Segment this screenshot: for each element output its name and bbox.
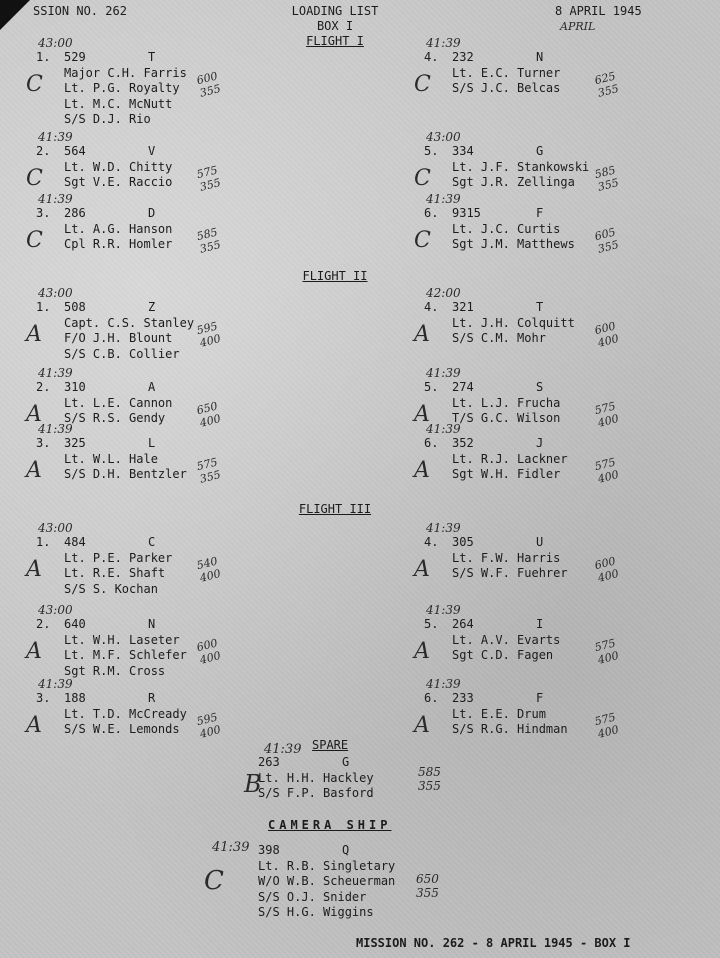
aircraft-entry: [424, 206, 575, 253]
aircraft-number: 321: [452, 300, 474, 314]
crew-member: Lt. L.J. Frucha: [452, 395, 561, 410]
handwritten-time: 42:00: [426, 286, 461, 300]
handwritten-time: 43:00: [38, 521, 73, 535]
footer-mission-line: MISSION NO. 262 - 8 APRIL 1945 - BOX I: [356, 936, 631, 950]
handwritten-figures: 575 400: [593, 455, 621, 486]
aircraft-letter: C: [148, 535, 156, 549]
position-number: 4.: [424, 300, 439, 314]
flight-2-label: FLIGHT II: [302, 269, 368, 283]
handwritten-letter: C: [26, 166, 43, 191]
spare-hand-letter: B: [244, 770, 262, 798]
camera-entry: [258, 843, 395, 921]
handwritten-figures: 605 355: [593, 225, 621, 256]
aircraft-entry: [424, 50, 560, 97]
crew-member: S/S D.J. Rio: [64, 112, 151, 127]
aircraft-entry: [36, 300, 194, 362]
box-label: BOX I: [316, 19, 354, 33]
handwritten-letter: C: [414, 166, 431, 191]
position-number: 3.: [36, 436, 51, 450]
aircraft-entry: [424, 535, 568, 582]
handwritten-time: 43:00: [38, 603, 73, 617]
aircraft-number: 325: [64, 436, 86, 450]
handwritten-time: 41:39: [426, 603, 461, 617]
crew-member: S/S J.C. Belcas: [452, 81, 561, 96]
handwritten-figures: 625 355: [593, 69, 621, 100]
handwritten-figures: 600 400: [593, 554, 621, 585]
handwritten-letter: A: [26, 458, 42, 483]
crew-member: Lt. J.C. Curtis: [452, 221, 561, 236]
aircraft-number: 9315: [452, 206, 481, 220]
aircraft-letter: L: [148, 436, 156, 450]
spare-aircraft: 263: [258, 755, 280, 769]
camera-crew-4: S/S H.G. Wiggins: [258, 905, 374, 920]
handwritten-time: 41:39: [426, 521, 461, 535]
crew-member: Lt. M.C. McNutt: [64, 96, 173, 111]
aircraft-entry: [424, 380, 560, 427]
crew-member: Lt. E.E. Drum: [452, 706, 546, 721]
handwritten-time: 43:00: [38, 36, 73, 50]
handwritten-figures: 585 355: [593, 163, 621, 194]
aircraft-number: 508: [64, 300, 86, 314]
aircraft-letter: R: [148, 691, 156, 705]
position-number: 2.: [36, 380, 51, 394]
crew-member: T/S G.C. Wilson: [452, 411, 561, 426]
crew-member: S/S W.F. Fuehrer: [452, 566, 568, 581]
handwritten-figures: 540 400: [195, 554, 223, 585]
handwritten-letter: A: [414, 713, 430, 738]
crew-member: S/S C.M. Mohr: [452, 331, 546, 346]
crew-member: Sgt J.R. Zellinga: [452, 175, 575, 190]
camera-ship-label: CAMERA SHIP: [268, 818, 392, 832]
handwritten-time: 41:39: [38, 422, 73, 436]
handwritten-letter: A: [26, 557, 42, 582]
camera-crew-2: W/O W.B. Scheuerman: [258, 874, 396, 889]
handwritten-figures: 600 400: [593, 319, 621, 350]
flight-3-label: FLIGHT III: [298, 502, 372, 516]
aircraft-number: 529: [64, 50, 86, 64]
camera-hand-letter: C: [204, 866, 224, 896]
spare-hand-time: 41:39: [264, 742, 302, 757]
crew-member: Lt. E.C. Turner: [452, 65, 561, 80]
crew-member: Lt. W.H. Laseter: [64, 632, 180, 647]
spare-label: SPARE: [312, 738, 349, 752]
handwritten-time: 41:39: [426, 422, 461, 436]
handwritten-figures: 575 355: [195, 163, 223, 194]
aircraft-number: 352: [452, 436, 474, 450]
flight-1-label: FLIGHT I: [306, 34, 364, 48]
crew-member: Lt. A.V. Evarts: [452, 632, 561, 647]
aircraft-entry: [36, 144, 172, 191]
mission-number: SSION NO. 262: [33, 4, 127, 18]
aircraft-entry: [36, 691, 187, 738]
handwritten-figures: 650 400: [195, 399, 223, 430]
crew-member: Lt. T.D. McCready: [64, 706, 187, 721]
camera-hand-time: 41:39: [212, 840, 250, 855]
aircraft-letter: F: [536, 206, 544, 220]
camera-crew-1: Lt. R.B. Singletary: [258, 858, 396, 873]
crew-member: S/S W.E. Lemonds: [64, 722, 180, 737]
spare-hand-figures: 585 355: [418, 765, 441, 793]
position-number: 1.: [36, 300, 51, 314]
aircraft-letter: F: [536, 691, 544, 705]
aircraft-number: 286: [64, 206, 86, 220]
handwritten-figures: 585 355: [195, 225, 223, 256]
position-number: 2.: [36, 144, 51, 158]
document-date: 8 APRIL 1945: [555, 4, 642, 18]
handwritten-figures: 600 355: [195, 69, 223, 100]
crew-member: F/O J.H. Blount: [64, 331, 173, 346]
aircraft-letter: J: [536, 436, 544, 450]
crew-member: S/S R.S. Gendy: [64, 411, 166, 426]
crew-member: S/S C.B. Collier: [64, 346, 180, 361]
aircraft-entry: [36, 50, 187, 128]
position-number: 6.: [424, 206, 439, 220]
crew-member: S/S R.G. Hindman: [452, 722, 568, 737]
aircraft-entry: [424, 436, 568, 483]
handwritten-figures: 595 400: [195, 710, 223, 741]
crew-member: Lt. P.E. Parker: [64, 550, 173, 565]
camera-hand-figures: 650 355: [416, 872, 439, 900]
aircraft-letter: A: [148, 380, 156, 394]
crew-member: Lt. M.F. Schlefer: [64, 648, 187, 663]
aircraft-entry: [424, 144, 589, 191]
crew-member: Lt. W.L. Hale: [64, 451, 158, 466]
crew-member: Lt. R.E. Shaft: [64, 566, 166, 581]
handwritten-time: 41:39: [426, 677, 461, 691]
crew-member: Lt. R.J. Lackner: [452, 451, 568, 466]
crew-member: Sgt W.H. Fidler: [452, 467, 561, 482]
aircraft-entry: [36, 206, 172, 253]
spare-crew-2: S/S F.P. Basford: [258, 786, 374, 801]
handwritten-letter: C: [26, 72, 43, 97]
handwritten-letter: A: [414, 322, 430, 347]
crew-member: Lt. F.W. Harris: [452, 550, 561, 565]
crew-member: Capt. C.S. Stanley: [64, 315, 195, 330]
aircraft-number: 640: [64, 617, 86, 631]
crew-member: Lt. P.G. Royalty: [64, 81, 180, 96]
aircraft-number: 484: [64, 535, 86, 549]
aircraft-number: 564: [64, 144, 86, 158]
camera-crew-3: S/S O.J. Snider: [258, 889, 367, 904]
crew-member: Sgt V.E. Raccio: [64, 175, 173, 190]
aircraft-letter: N: [536, 50, 544, 64]
camera-aircraft: 398: [258, 843, 280, 857]
handwritten-letter: A: [414, 458, 430, 483]
handwritten-letter: A: [26, 639, 42, 664]
crew-member: S/S D.H. Bentzler: [64, 467, 187, 482]
position-number: 1.: [36, 50, 51, 64]
aircraft-letter: T: [536, 300, 544, 314]
position-number: 2.: [36, 617, 51, 631]
handwritten-figures: 575 355: [195, 455, 223, 486]
aircraft-number: 233: [452, 691, 474, 705]
aircraft-number: 274: [452, 380, 474, 394]
crew-member: Lt. L.E. Cannon: [64, 395, 173, 410]
handwritten-time: 41:39: [426, 366, 461, 380]
crew-member: Lt. W.D. Chitty: [64, 159, 173, 174]
aircraft-number: 232: [452, 50, 474, 64]
aircraft-letter: T: [148, 50, 156, 64]
position-number: 5.: [424, 144, 439, 158]
crew-member: Sgt R.M. Cross: [64, 663, 166, 678]
handwritten-letter: C: [414, 228, 431, 253]
crew-member: Lt. J.H. Colquitt: [452, 315, 575, 330]
handwritten-time: 41:39: [426, 192, 461, 206]
handwritten-time: 41:39: [426, 36, 461, 50]
crew-member: Lt. A.G. Hanson: [64, 221, 173, 236]
position-number: 5.: [424, 617, 439, 631]
handwritten-letter: A: [414, 402, 430, 427]
aircraft-entry: [36, 380, 172, 427]
spare-entry: [258, 755, 374, 802]
handwritten-time: 41:39: [38, 366, 73, 380]
handwritten-figures: 575 400: [593, 710, 621, 741]
aircraft-entry: [424, 300, 575, 347]
aircraft-number: 334: [452, 144, 474, 158]
position-number: 5.: [424, 380, 439, 394]
handwritten-letter: A: [26, 322, 42, 347]
handwritten-letter: A: [414, 639, 430, 664]
aircraft-entry: [36, 617, 187, 679]
camera-letter: Q: [342, 843, 350, 857]
position-number: 6.: [424, 691, 439, 705]
position-number: 3.: [36, 691, 51, 705]
crew-member: Sgt J.M. Matthews: [452, 237, 575, 252]
aircraft-entry: [424, 691, 568, 738]
aircraft-entry: [424, 617, 560, 664]
handwritten-time: 41:39: [38, 130, 73, 144]
aircraft-letter: G: [536, 144, 544, 158]
aircraft-number: 264: [452, 617, 474, 631]
handwritten-time: 41:39: [38, 192, 73, 206]
handwritten-figures: 575 400: [593, 636, 621, 667]
handwritten-figures: 595 400: [195, 319, 223, 350]
crew-member: Lt. J.F. Stankowski: [452, 159, 590, 174]
handwritten-letter: A: [414, 557, 430, 582]
date-handwriting: APRIL: [560, 20, 596, 33]
aircraft-entry: [36, 535, 172, 597]
handwritten-letter: C: [414, 72, 431, 97]
spare-letter: G: [342, 755, 350, 769]
aircraft-entry: [36, 436, 187, 483]
spare-crew-1: Lt. H.H. Hackley: [258, 770, 374, 785]
document-title: LOADING LIST: [291, 4, 379, 18]
crew-member: Sgt C.D. Fagen: [452, 648, 554, 663]
aircraft-letter: S: [536, 380, 544, 394]
aircraft-letter: U: [536, 535, 544, 549]
crew-member: Cpl R.R. Homler: [64, 237, 173, 252]
aircraft-letter: D: [148, 206, 156, 220]
aircraft-letter: N: [148, 617, 156, 631]
crew-member: S/S S. Kochan: [64, 581, 158, 596]
handwritten-letter: C: [26, 228, 43, 253]
aircraft-letter: I: [536, 617, 544, 631]
aircraft-number: 310: [64, 380, 86, 394]
position-number: 3.: [36, 206, 51, 220]
position-number: 4.: [424, 535, 439, 549]
handwritten-time: 43:00: [426, 130, 461, 144]
position-number: 4.: [424, 50, 439, 64]
crew-member: Major C.H. Farris: [64, 65, 187, 80]
position-number: 6.: [424, 436, 439, 450]
position-number: 1.: [36, 535, 51, 549]
page-corner: [0, 0, 30, 30]
handwritten-letter: A: [26, 713, 42, 738]
handwritten-time: 43:00: [38, 286, 73, 300]
aircraft-number: 188: [64, 691, 86, 705]
aircraft-letter: V: [148, 144, 156, 158]
aircraft-number: 305: [452, 535, 474, 549]
handwritten-figures: 600 400: [195, 636, 223, 667]
handwritten-time: 41:39: [38, 677, 73, 691]
aircraft-letter: Z: [148, 300, 156, 314]
handwritten-letter: A: [26, 402, 42, 427]
handwritten-figures: 575 400: [593, 399, 621, 430]
